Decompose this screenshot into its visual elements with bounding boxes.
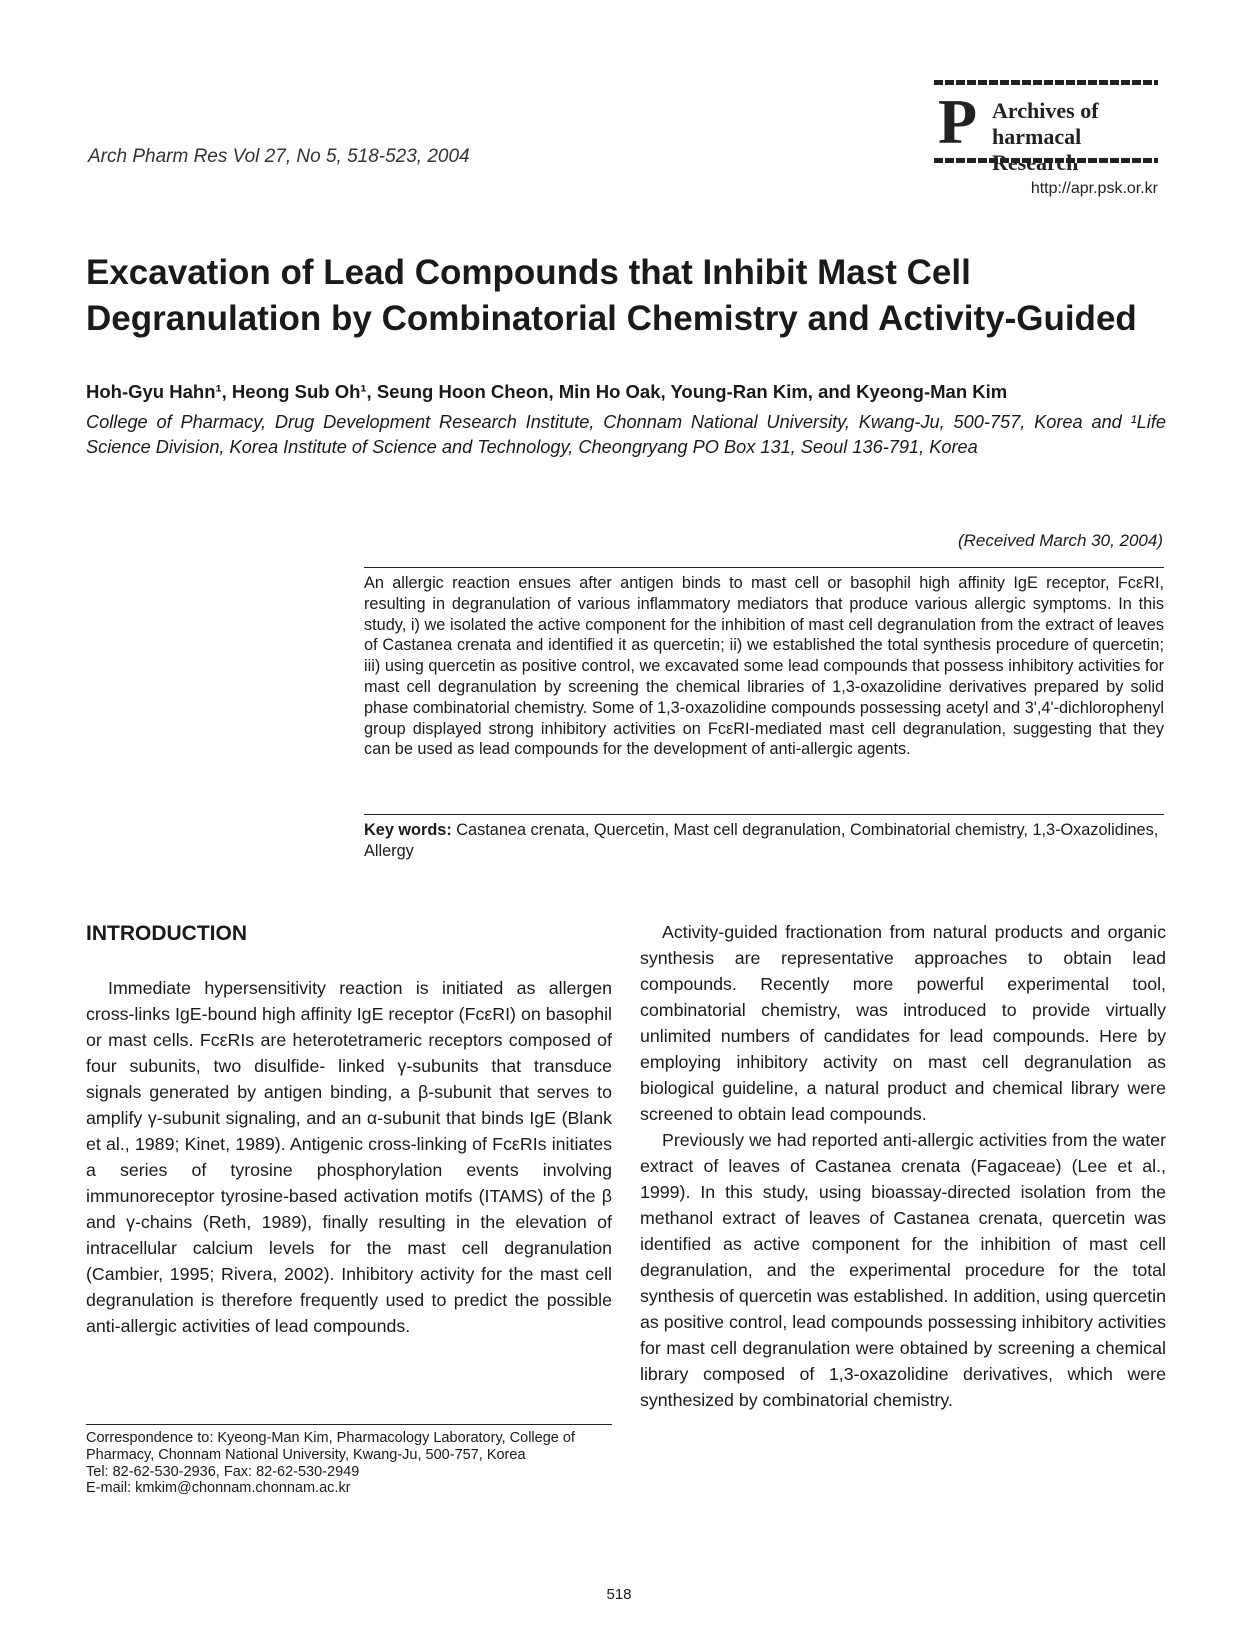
abstract-bottom-rule: [364, 814, 1164, 815]
logo-line-1: Archives of: [992, 98, 1099, 123]
abstract-top-rule: [364, 567, 1164, 568]
logo-line-2: harmacal: [992, 124, 1082, 149]
correspondence-footnote: [86, 1430, 612, 1497]
paragraph: Immediate hypersensitivity reaction is initiated as allergen cross-links IgE-bound high affinity IgE receptor (FcεRI) on basophil or mast cells. FcεRIs are heterotetrameric receptors composed of four subunits, two disulfide- linked γ-subunits that transduce signals generated by antigen binding, a β-subunit that serves to amplify γ-subunit signaling, and an α-subunit that binds IgE (Blank et al., 1989; Kinet, 1989). Antigenic cross-linking of FcεRIs initiates a series of tyrosine phosphorylation events involving immunoreceptor tyrosine-based activation motifs (ITAMS) of the β and γ-chains (Reth, 1989), finally resulting in the elevation of intracellular calcium levels for the mast cell degranulation (Cambier, 1995; Rivera, 2002). Inhibitory activity for the mast cell degranulation is therefore frequently used to predict the possible anti-allergic activities of lead compounds.: [86, 978, 612, 1336]
logo-letter: P: [938, 86, 978, 157]
journal-url[interactable]: http://apr.psk.or.kr: [1030, 180, 1158, 197]
logo-bottom-bar: [934, 158, 1158, 163]
right-column: [640, 919, 1166, 1413]
footnote-rule: [86, 1424, 612, 1425]
keywords-label: Key words:: [364, 821, 452, 839]
journal-logo: [934, 80, 1158, 197]
paragraph: Activity-guided fractionation from natural products and organic synthesis are representative approaches to obtain lead compounds. Recently more powerful experimental tool, combinatorial chemistry, was introduced to provide virtually unlimited numbers of candidates for lead compounds. Here by employing inhibitory activity on mast cell degranulation as biological guideline, a natural product and chemical library were screened to obtain lead compounds.: [640, 922, 1166, 1124]
abstract: An allergic reaction ensues after antigen binds to mast cell or basophil high affinity IgE receptor, FcεRI, resulting in degranulation of various inflammatory mediators that produce various allergic symptoms. In this study, i) we isolated the active component for the inhibition of mast cell degranulation from the extract of leaves of Castanea crenata and identified it as quercetin; ii) we established the total synthesis procedure of quercetin; iii) using quercetin as positive control, we excavated some lead compounds that possess inhibitory activities for mast cell degranulation by screening the chemical libraries of 1,3-oxazolidine derivatives prepared by solid phase combinatorial chemistry. Some of 1,3-oxazolidine compounds possessing acetyl and 3',4'-dichlorophenyl group displayed strong inhibitory activities on FcεRI-mediated mast cell degranulation, suggesting that they can be used as lead compounds for the development of anti-allergic agents.: [364, 574, 1164, 759]
author-affiliation: College of Pharmacy, Drug Development Research Institute, Chonnam National University, Kwang-Ju, 500-757, Korea and ¹Life Science Division, Korea Institute of Science and Technology, Cheongryang PO Box 131, Seoul 136-791, Korea: [86, 412, 1166, 457]
received-date: (Received March 30, 2004): [957, 531, 1163, 550]
logo-top-bar: [934, 80, 1158, 85]
keywords-list: Castanea crenata, Quercetin, Mast cell degranulation, Combinatorial chemistry, 1,3-Oxazolidines, Allergy: [364, 821, 1159, 860]
author-list: Hoh-Gyu Hahn¹, Heong Sub Oh¹, Seung Hoon Cheon, Min Ho Oak, Young-Ran Kim, and Kyeong-Man Kim: [86, 381, 1008, 402]
paragraph: Previously we had reported anti-allergic activities from the water extract of leaves of Castanea crenata (Fagaceae) (Lee et al., 1999). In this study, using bioassay-directed isolation from the methanol extract of leaves of Castanea crenata, quercetin was identified as active component for the inhibition of mast cell degranulation, and the experimental procedure for the total synthesis of quercetin was established. In addition, using quercetin as positive control, lead compounds possessing inhibitory activities for mast cell degranulation were obtained by screening a chemical library composed of 1,3-oxazolidine derivatives, which were synthesized by combinatorial chemistry.: [640, 1130, 1166, 1410]
correspondence-address: Correspondence to: Kyeong-Man Kim, Pharmacology Laboratory, College of Pharmacy, Chonnam National University, Kwang-Ju, 500-757, Korea: [86, 1430, 575, 1463]
journal-citation: Arch Pharm Res Vol 27, No 5, 518-523, 2004: [88, 146, 470, 167]
correspondence-phone: Tel: 82-62-530-2936, Fax: 82-62-530-2949: [86, 1463, 360, 1480]
keywords: [364, 820, 1164, 862]
article-title: Excavation of Lead Compounds that Inhibit Mast Cell Degranulation by Combinatorial Chemistry and Activity-Guided: [86, 253, 1137, 338]
correspondence-email[interactable]: E-mail: kmkim@chonnam.chonnam.ac.kr: [86, 1480, 351, 1497]
left-column: [86, 975, 612, 1339]
page-number: 518: [606, 1586, 632, 1603]
section-heading-introduction: INTRODUCTION: [86, 922, 247, 945]
